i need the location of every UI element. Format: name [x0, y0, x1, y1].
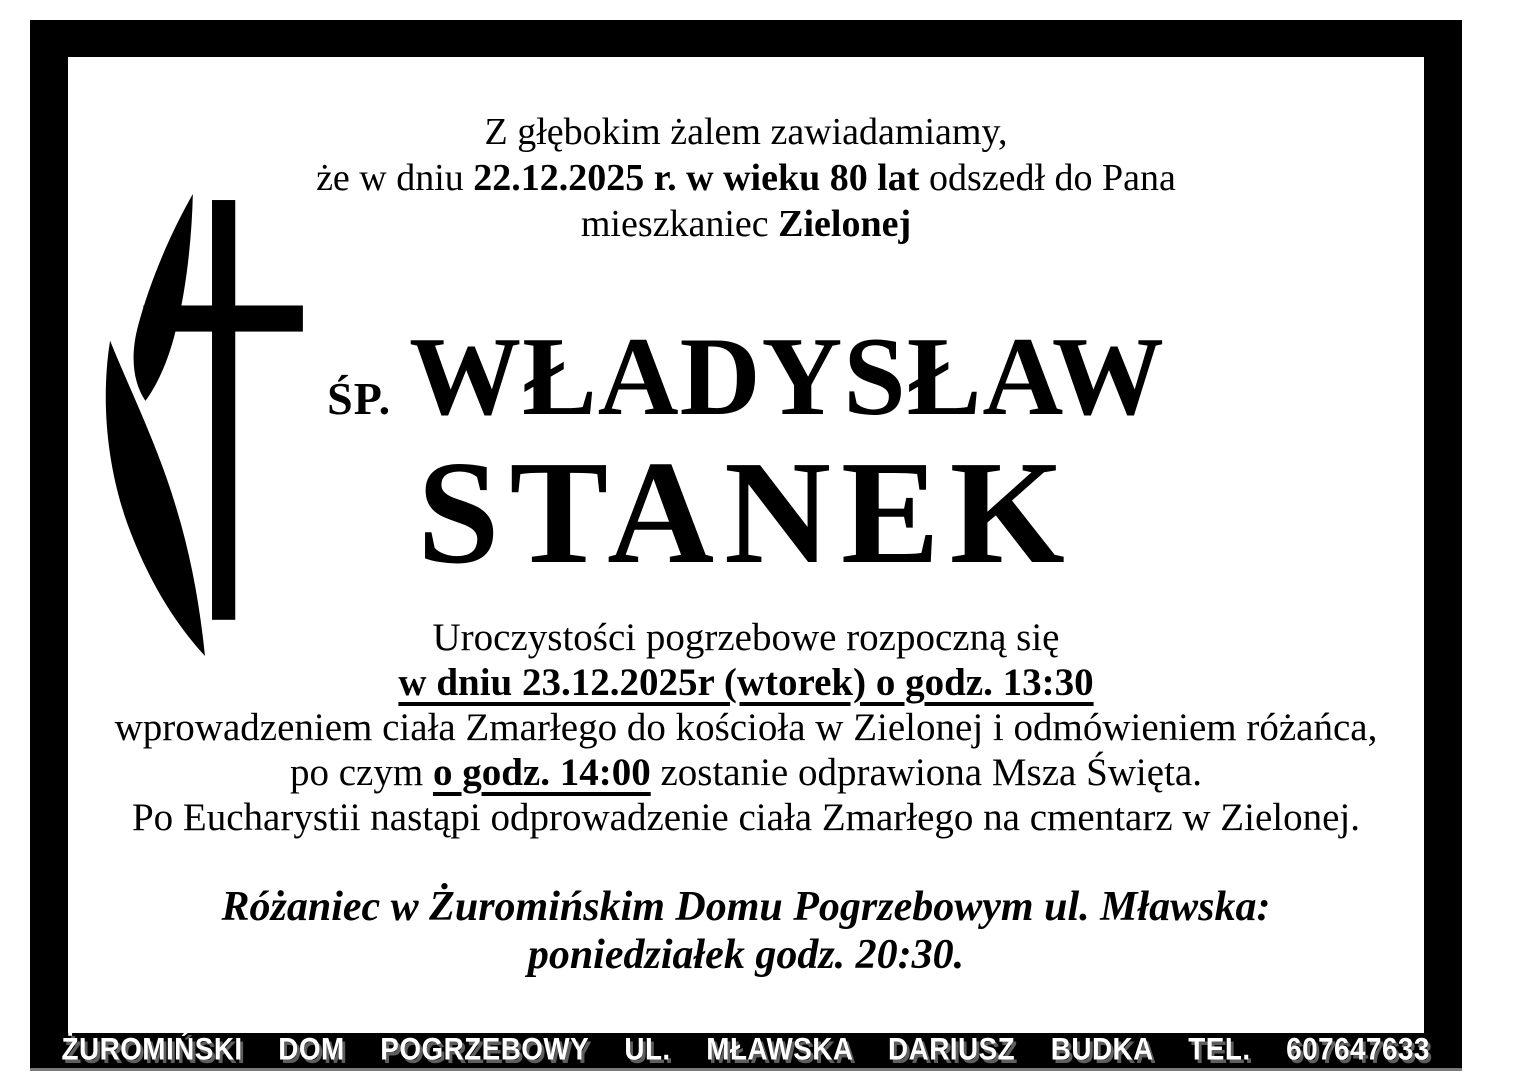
intro-line-2 — [68, 155, 1424, 201]
ceremony-block — [68, 615, 1424, 840]
intro-line-2-pre: że w dniu — [316, 157, 474, 199]
ceremony-line-4-post: zostanie odprawiona Msza Święta. — [650, 751, 1202, 794]
memorial-card-frame — [30, 20, 1462, 1068]
intro-line-3-pre: mieszkaniec — [580, 203, 779, 245]
intro-line-3 — [68, 201, 1424, 247]
ceremony-line-5: Po Eucharystii nastąpi odprowadzenie ciała Zmarłego na cmentarz w Zielonej. — [131, 796, 1361, 839]
deceased-honorific: ŚP. — [327, 373, 392, 424]
deceased-name-line-1 — [68, 315, 1424, 439]
deceased-last-name: STANEK — [417, 431, 1075, 595]
intro-block — [68, 109, 1424, 247]
rosary-line-1: Różaniec w Żuromińskim Domu Pogrzebowym ul. Mławska: — [221, 884, 1271, 930]
ceremony-line-3: wprowadzeniem ciała Zmarłego do kościoła w Zielonej i odmówieniem różańca, — [114, 706, 1378, 749]
death-date-and-age: 22.12.2025 r. w wieku 80 lat — [473, 157, 920, 199]
residence-name: Zielonej — [778, 203, 912, 245]
ceremony-line-1: Uroczystości pogrzebowe rozpoczną się — [432, 616, 1060, 659]
ceremony-line-4-pre: po czym — [290, 751, 433, 794]
intro-line-2-post: odszedł do Pana — [919, 157, 1176, 199]
rosary-block — [68, 883, 1424, 979]
ceremony-line-2 — [68, 660, 1424, 705]
mass-time: o godz. 14:00 — [432, 751, 651, 794]
deceased-name-line-2 — [68, 431, 1424, 595]
memorial-card-interior — [68, 57, 1424, 1033]
rosary-line-2: poniedziałek godz. 20:30. — [527, 932, 965, 978]
deceased-first-name: WŁADYSŁAW — [409, 315, 1165, 439]
footer-bar — [30, 1033, 1462, 1068]
ceremony-line-4 — [68, 750, 1424, 795]
intro-line-1: Z głębokim żalem zawiadamiamy, — [484, 111, 1008, 153]
funeral-home-footer-text: ŻUROMIŃSKI DOM POGRZEBOWY UL. MŁAWSKA DARIUSZ BUDKA TEL. 607647633 — [61, 1032, 1431, 1068]
ceremony-datetime: w dniu 23.12.2025r (wtorek) o godz. 13:30 — [398, 661, 1094, 704]
